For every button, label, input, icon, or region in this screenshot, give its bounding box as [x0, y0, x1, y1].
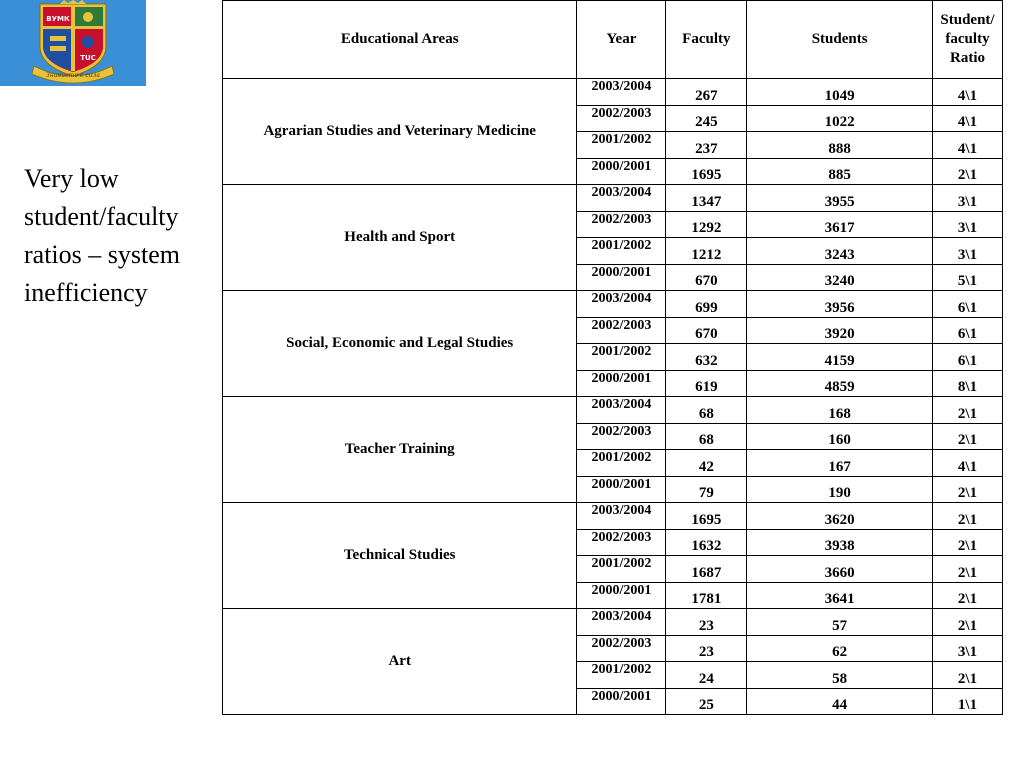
students-cell: 3956 — [747, 291, 933, 318]
students-cell: 160 — [747, 423, 933, 450]
area-cell: Social, Economic and Legal Studies — [223, 291, 577, 397]
ratio-cell: 3\1 — [933, 185, 1003, 212]
table-row — [223, 79, 1003, 106]
year-cell: 2003/2004 — [577, 503, 666, 530]
ratio-cell: 5\1 — [933, 264, 1003, 291]
area-cell: Technical Studies — [223, 503, 577, 609]
faculty-cell: 267 — [666, 79, 747, 106]
table-row — [223, 397, 1003, 424]
faculty-cell: 23 — [666, 609, 747, 636]
year-cell: 2003/2004 — [577, 79, 666, 106]
ratio-cell: 4\1 — [933, 105, 1003, 132]
crest-ribbon-text: Знанието е сила — [46, 72, 100, 79]
students-cell: 4859 — [747, 370, 933, 397]
year-cell: 2001/2002 — [577, 556, 666, 583]
year-cell: 2001/2002 — [577, 344, 666, 371]
ratio-cell: 4\1 — [933, 450, 1003, 477]
students-cell: 44 — [747, 688, 933, 715]
year-cell: 2001/2002 — [577, 132, 666, 159]
ratio-cell: 3\1 — [933, 211, 1003, 238]
table-row — [223, 185, 1003, 212]
faculty-cell: 42 — [666, 450, 747, 477]
year-cell: 2003/2004 — [577, 609, 666, 636]
students-cell: 3938 — [747, 529, 933, 556]
area-cell: Health and Sport — [223, 185, 577, 291]
students-cell: 167 — [747, 450, 933, 477]
ratio-cell: 2\1 — [933, 503, 1003, 530]
year-cell: 2003/2004 — [577, 397, 666, 424]
table-row — [223, 291, 1003, 318]
faculty-cell: 25 — [666, 688, 747, 715]
ratio-cell: 4\1 — [933, 132, 1003, 159]
faculty-cell: 1292 — [666, 211, 747, 238]
ratio-cell: 4\1 — [933, 79, 1003, 106]
year-cell: 2000/2001 — [577, 370, 666, 397]
header-faculty: Faculty — [666, 1, 747, 79]
university-logo — [0, 0, 146, 86]
faculty-cell: 670 — [666, 317, 747, 344]
year-cell: 2001/2002 — [577, 662, 666, 689]
faculty-cell: 79 — [666, 476, 747, 503]
ratio-cell: 8\1 — [933, 370, 1003, 397]
year-cell: 2002/2003 — [577, 317, 666, 344]
crest-bottom-right-text: TUC — [80, 54, 96, 62]
ratio-cell: 6\1 — [933, 317, 1003, 344]
ratio-cell: 2\1 — [933, 423, 1003, 450]
students-cell: 1049 — [747, 79, 933, 106]
crest-icon — [0, 0, 146, 86]
students-cell: 57 — [747, 609, 933, 636]
table-header-row — [223, 1, 1003, 79]
area-cell: Teacher Training — [223, 397, 577, 503]
header-educational-areas: Educational Areas — [223, 1, 577, 79]
year-cell: 2001/2002 — [577, 450, 666, 477]
header-ratio: Student/ faculty Ratio — [933, 1, 1003, 79]
faculty-cell: 245 — [666, 105, 747, 132]
area-cell: Art — [223, 609, 577, 715]
ratio-cell: 2\1 — [933, 158, 1003, 185]
year-cell: 2002/2003 — [577, 635, 666, 662]
students-cell: 3240 — [747, 264, 933, 291]
students-cell: 3920 — [747, 317, 933, 344]
faculty-cell: 24 — [666, 662, 747, 689]
faculty-cell: 1632 — [666, 529, 747, 556]
year-cell: 2000/2001 — [577, 582, 666, 609]
students-cell: 168 — [747, 397, 933, 424]
year-cell: 2001/2002 — [577, 238, 666, 265]
students-cell: 885 — [747, 158, 933, 185]
header-students: Students — [747, 1, 933, 79]
faculty-cell: 237 — [666, 132, 747, 159]
year-cell: 2002/2003 — [577, 423, 666, 450]
faculty-cell: 1781 — [666, 582, 747, 609]
ratio-cell: 2\1 — [933, 476, 1003, 503]
ratio-cell: 2\1 — [933, 529, 1003, 556]
year-cell: 2003/2004 — [577, 185, 666, 212]
students-cell: 62 — [747, 635, 933, 662]
table-body — [223, 79, 1003, 715]
ratio-cell: 3\1 — [933, 238, 1003, 265]
slide-caption: Very low student/faculty ratios – system inefficiency — [24, 164, 180, 307]
ratio-cell: 6\1 — [933, 344, 1003, 371]
faculty-ratio-table — [222, 0, 1003, 715]
students-cell: 58 — [747, 662, 933, 689]
ratio-cell: 2\1 — [933, 397, 1003, 424]
ratio-cell: 2\1 — [933, 662, 1003, 689]
faculty-cell: 670 — [666, 264, 747, 291]
faculty-cell: 1347 — [666, 185, 747, 212]
faculty-cell: 68 — [666, 423, 747, 450]
students-cell: 190 — [747, 476, 933, 503]
year-cell: 2002/2003 — [577, 211, 666, 238]
table-row — [223, 503, 1003, 530]
faculty-cell: 68 — [666, 397, 747, 424]
year-cell: 2000/2001 — [577, 688, 666, 715]
students-cell: 3243 — [747, 238, 933, 265]
faculty-cell: 1695 — [666, 158, 747, 185]
faculty-cell: 632 — [666, 344, 747, 371]
students-cell: 3620 — [747, 503, 933, 530]
table-row — [223, 609, 1003, 636]
students-cell: 888 — [747, 132, 933, 159]
faculty-cell: 619 — [666, 370, 747, 397]
area-cell: Agrarian Studies and Veterinary Medicine — [223, 79, 577, 185]
students-cell: 4159 — [747, 344, 933, 371]
ratio-cell: 3\1 — [933, 635, 1003, 662]
ratio-cell: 2\1 — [933, 582, 1003, 609]
year-cell: 2002/2003 — [577, 529, 666, 556]
students-cell: 3641 — [747, 582, 933, 609]
header-year: Year — [577, 1, 666, 79]
faculty-cell: 1687 — [666, 556, 747, 583]
students-cell: 3955 — [747, 185, 933, 212]
year-cell: 2003/2004 — [577, 291, 666, 318]
ratio-cell: 2\1 — [933, 556, 1003, 583]
crest-top-left-text: ВУМК — [46, 15, 70, 23]
ratio-cell: 6\1 — [933, 291, 1003, 318]
faculty-cell: 1212 — [666, 238, 747, 265]
ratio-cell: 2\1 — [933, 609, 1003, 636]
students-cell: 1022 — [747, 105, 933, 132]
year-cell: 2000/2001 — [577, 158, 666, 185]
year-cell: 2000/2001 — [577, 476, 666, 503]
year-cell: 2002/2003 — [577, 105, 666, 132]
students-cell: 3660 — [747, 556, 933, 583]
faculty-cell: 699 — [666, 291, 747, 318]
faculty-cell: 1695 — [666, 503, 747, 530]
students-cell: 3617 — [747, 211, 933, 238]
year-cell: 2000/2001 — [577, 264, 666, 291]
ratio-cell: 1\1 — [933, 688, 1003, 715]
faculty-cell: 23 — [666, 635, 747, 662]
